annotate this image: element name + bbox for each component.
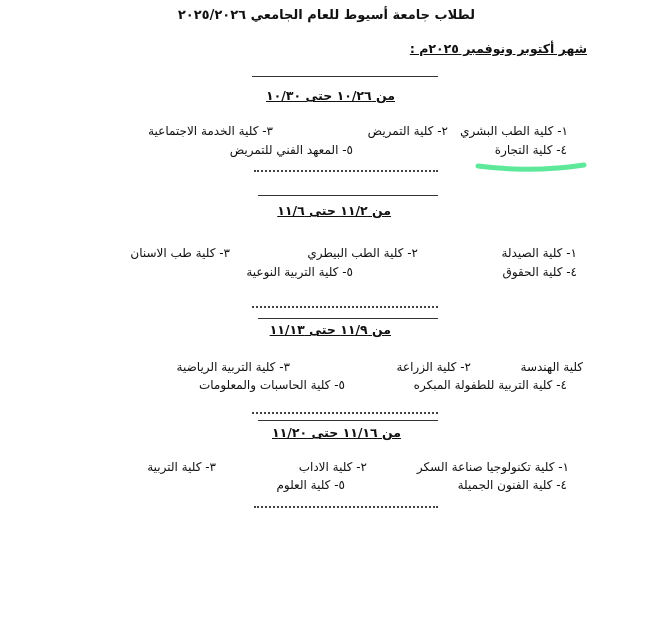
list-item: ٤- كلية التجارة: [494, 143, 567, 157]
list-item: ١- كلية الصيدلة: [501, 246, 577, 260]
list-item: ٢- كلية الطب البيطري: [307, 246, 418, 260]
list-item: ٣- كلية التربية: [147, 460, 216, 474]
list-item: ٤- كلية الحقوق: [502, 265, 577, 279]
week-heading: من ١١/١٦ حتى ١١/٢٠: [272, 425, 401, 440]
divider-rule: [258, 195, 438, 196]
divider-rule: [252, 76, 438, 77]
list-item: ٣- كلية التربية الرياضية: [176, 360, 290, 374]
dotted-separator: [252, 412, 438, 414]
highlight-underline-mark: [472, 156, 592, 176]
list-item: كلية الهندسة: [520, 360, 583, 374]
list-item: ٥- كلية الحاسبات والمعلومات: [198, 378, 345, 392]
list-item: ٢- كلية الاداب: [298, 460, 367, 474]
document-title: لطلاب جامعة أسيوط للعام الجامعي ٢٠٢٥/٢٠٢٦: [177, 8, 475, 23]
list-item: ٣- كلية الخدمة الاجتماعية: [148, 124, 273, 138]
list-item: ٢- كلية الزراعة: [396, 360, 471, 374]
list-item: ١- كلية الطب البشري: [460, 124, 568, 138]
dotted-separator: [252, 306, 438, 308]
list-item: ٥- كلية العلوم: [276, 478, 345, 492]
list-item: ٣- كلية طب الاسنان: [130, 246, 230, 260]
divider-rule: [258, 420, 438, 421]
dotted-separator: [254, 170, 438, 172]
week-heading: من ١١/٢ حتى ١١/٦: [277, 203, 391, 218]
list-item: ٥- المعهد الفني للتمريض: [229, 143, 353, 157]
week-heading: من ١٠/٢٦ حتى ١٠/٣٠: [266, 88, 395, 103]
divider-rule: [258, 318, 438, 319]
list-item: ٤- كلية الفنون الجميلة: [457, 478, 567, 492]
week-heading: من ١١/٩ حتى ١١/١٣: [269, 322, 391, 337]
list-item: ٤- كلية التربية للطفولة المبكره: [413, 378, 567, 392]
dotted-separator: [254, 506, 438, 508]
document-subtitle: شهر أكتوبر ونوفمبر ٢٠٢٥م :: [409, 41, 587, 56]
list-item: ٢- كلية التمريض: [367, 124, 448, 138]
list-item: ١- كلية تكنولوجيا صناعة السكر: [416, 460, 569, 474]
list-item: ٥- كلية التربية النوعية: [246, 265, 353, 279]
